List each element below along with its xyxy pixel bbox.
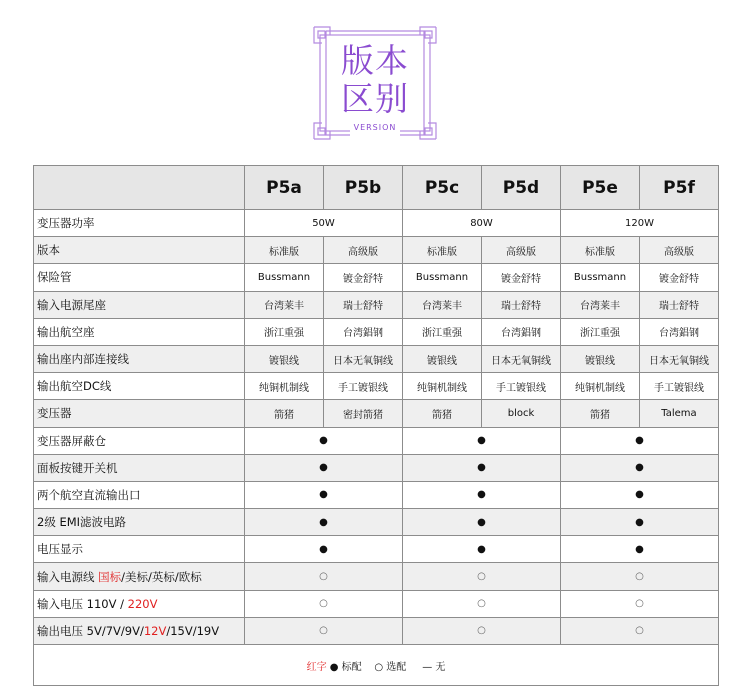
table-cell: 标准版	[245, 237, 324, 264]
table-row-power-cord	[34, 563, 719, 590]
standard-dot-icon: ●	[403, 427, 561, 454]
highlight-text: 国标	[98, 569, 122, 584]
label-text: /美标/英标/欧标	[121, 569, 202, 584]
standard-dot-icon: ●	[561, 481, 719, 508]
table-row-power-button	[34, 454, 719, 481]
row-label: 版本	[34, 237, 245, 264]
standard-dot-icon: ●	[245, 427, 403, 454]
row-label	[34, 563, 245, 590]
model-header-p5d: P5d	[482, 166, 561, 210]
table-cell: 台湾莱丰	[403, 291, 482, 318]
standard-dot-icon: ●	[245, 536, 403, 563]
standard-dot-icon: ●	[561, 427, 719, 454]
row-label	[34, 617, 245, 644]
table-cell: 纯铜机制线	[403, 373, 482, 400]
header-corner-cell	[34, 166, 245, 210]
badge-subtitle: VERSION	[353, 123, 397, 132]
optional-circle-icon: ○	[403, 617, 561, 644]
optional-circle-icon: ○	[245, 590, 403, 617]
row-label: 输出航空DC线	[34, 373, 245, 400]
table-header-row	[34, 166, 719, 210]
table-row-shield	[34, 427, 719, 454]
table-cell: 浙江重强	[561, 318, 640, 345]
table-row-emi	[34, 509, 719, 536]
label-text: 输入电压 110V /	[37, 596, 128, 611]
table-cell: 瑞士舒特	[482, 291, 561, 318]
table-cell: Bussmann	[561, 264, 640, 291]
table-cell: 浙江重强	[403, 318, 482, 345]
row-label: 变压器	[34, 400, 245, 427]
row-label: 保险管	[34, 264, 245, 291]
table-cell: 高级版	[482, 237, 561, 264]
optional-circle-icon: ○	[403, 563, 561, 590]
table-cell: 台湾錩钢	[324, 318, 403, 345]
badge-title-line1: 版本	[341, 41, 409, 80]
standard-dot-icon: ●	[561, 536, 719, 563]
table-cell: 箭猪	[245, 400, 324, 427]
standard-dot-icon: ●	[245, 454, 403, 481]
table-cell: 瑞士舒特	[640, 291, 719, 318]
table-cell: 台湾錩钢	[482, 318, 561, 345]
table-cell: 瑞士舒特	[324, 291, 403, 318]
optional-circle-icon: ○	[561, 590, 719, 617]
standard-dot-icon: ●	[403, 454, 561, 481]
row-label: 输出航空座	[34, 318, 245, 345]
table-cell: Talema	[640, 400, 719, 427]
table-cell: Bussmann	[403, 264, 482, 291]
table-row-dual-out	[34, 481, 719, 508]
row-label: 输出座内部连接线	[34, 345, 245, 372]
table-cell: 镀银线	[245, 345, 324, 372]
table-cell: 台湾莱丰	[561, 291, 640, 318]
model-header-p5f: P5f	[640, 166, 719, 210]
standard-dot-icon: ●	[561, 454, 719, 481]
standard-dot-icon: ●	[403, 536, 561, 563]
optional-circle-icon: ○	[245, 563, 403, 590]
table-row-voltage-display	[34, 536, 719, 563]
table-row-edition	[34, 237, 719, 264]
table-cell: 镀银线	[561, 345, 640, 372]
table-cell: 手工镀银线	[482, 373, 561, 400]
table-cell: 高级版	[324, 237, 403, 264]
table-cell: 箭猪	[403, 400, 482, 427]
highlight-text: 12V	[143, 623, 167, 638]
table-cell: 日本无氧铜线	[324, 345, 403, 372]
table-cell: 日本无氧铜线	[640, 345, 719, 372]
table-cell: 手工镀银线	[640, 373, 719, 400]
table-cell: 日本无氧铜线	[482, 345, 561, 372]
table-row-legend	[34, 645, 719, 686]
table-cell: 密封箭猪	[324, 400, 403, 427]
table-cell: 镀金舒特	[324, 264, 403, 291]
row-label	[34, 590, 245, 617]
table-row-input-voltage	[34, 590, 719, 617]
version-badge	[312, 25, 438, 141]
table-cell: 台湾莱丰	[245, 291, 324, 318]
label-text: 输出电压 5V/7V/9V/	[37, 623, 144, 638]
row-label: 面板按键开关机	[34, 454, 245, 481]
table-cell: 镀金舒特	[482, 264, 561, 291]
table-cell: 标准版	[403, 237, 482, 264]
standard-dot-icon: ●	[403, 481, 561, 508]
optional-circle-icon: ○	[561, 563, 719, 590]
table-cell: 纯铜机制线	[561, 373, 640, 400]
row-label: 两个航空直流输出口	[34, 481, 245, 508]
standard-dot-icon: ●	[245, 509, 403, 536]
table-row-inlet	[34, 291, 719, 318]
highlight-text: 220V	[127, 596, 158, 611]
row-label: 电压显示	[34, 536, 245, 563]
table-row-output-voltage	[34, 617, 719, 644]
table-cell: Bussmann	[245, 264, 324, 291]
model-header-p5c: P5c	[403, 166, 482, 210]
table-legend	[34, 645, 719, 686]
standard-dot-icon: ●	[245, 481, 403, 508]
group-cell: 120W	[561, 210, 719, 237]
table-cell: 镀金舒特	[640, 264, 719, 291]
standard-dot-icon: ●	[403, 509, 561, 536]
table-row-aviation-out	[34, 318, 719, 345]
table-cell: 高级版	[640, 237, 719, 264]
optional-circle-icon: ○	[561, 617, 719, 644]
badge-title-line2: 区别	[341, 79, 409, 118]
label-text: /15V/19V	[166, 623, 220, 638]
group-cell: 50W	[245, 210, 403, 237]
table-row-power	[34, 210, 719, 237]
legend-standard: ● 标配	[329, 661, 362, 673]
row-label: 变压器屏蔽仓	[34, 427, 245, 454]
table-cell: 纯铜机制线	[245, 373, 324, 400]
table-row-dc-cable	[34, 373, 719, 400]
row-label: 变压器功率	[34, 210, 245, 237]
version-comparison-table	[33, 165, 719, 686]
table-cell: 浙江重强	[245, 318, 324, 345]
optional-circle-icon: ○	[245, 617, 403, 644]
table-cell: 标准版	[561, 237, 640, 264]
model-header-p5b: P5b	[324, 166, 403, 210]
optional-circle-icon: ○	[403, 590, 561, 617]
table-cell: 镀银线	[403, 345, 482, 372]
model-header-p5e: P5e	[561, 166, 640, 210]
table-row-internal-wire	[34, 345, 719, 372]
legend-red-word: 红字	[306, 661, 327, 673]
table-row-fuse	[34, 264, 719, 291]
table-row-transformer	[34, 400, 719, 427]
row-label: 2级 EMI滤波电路	[34, 509, 245, 536]
table-cell: 手工镀银线	[324, 373, 403, 400]
table-cell: 箭猪	[561, 400, 640, 427]
label-text: 输入电源线	[37, 569, 99, 584]
model-header-p5a: P5a	[245, 166, 324, 210]
legend-optional: ○ 选配	[374, 661, 407, 673]
row-label: 输入电源尾座	[34, 291, 245, 318]
table-cell: 台湾錩钢	[640, 318, 719, 345]
group-cell: 80W	[403, 210, 561, 237]
legend-none: — 无	[422, 661, 446, 673]
standard-dot-icon: ●	[561, 509, 719, 536]
table-cell: block	[482, 400, 561, 427]
